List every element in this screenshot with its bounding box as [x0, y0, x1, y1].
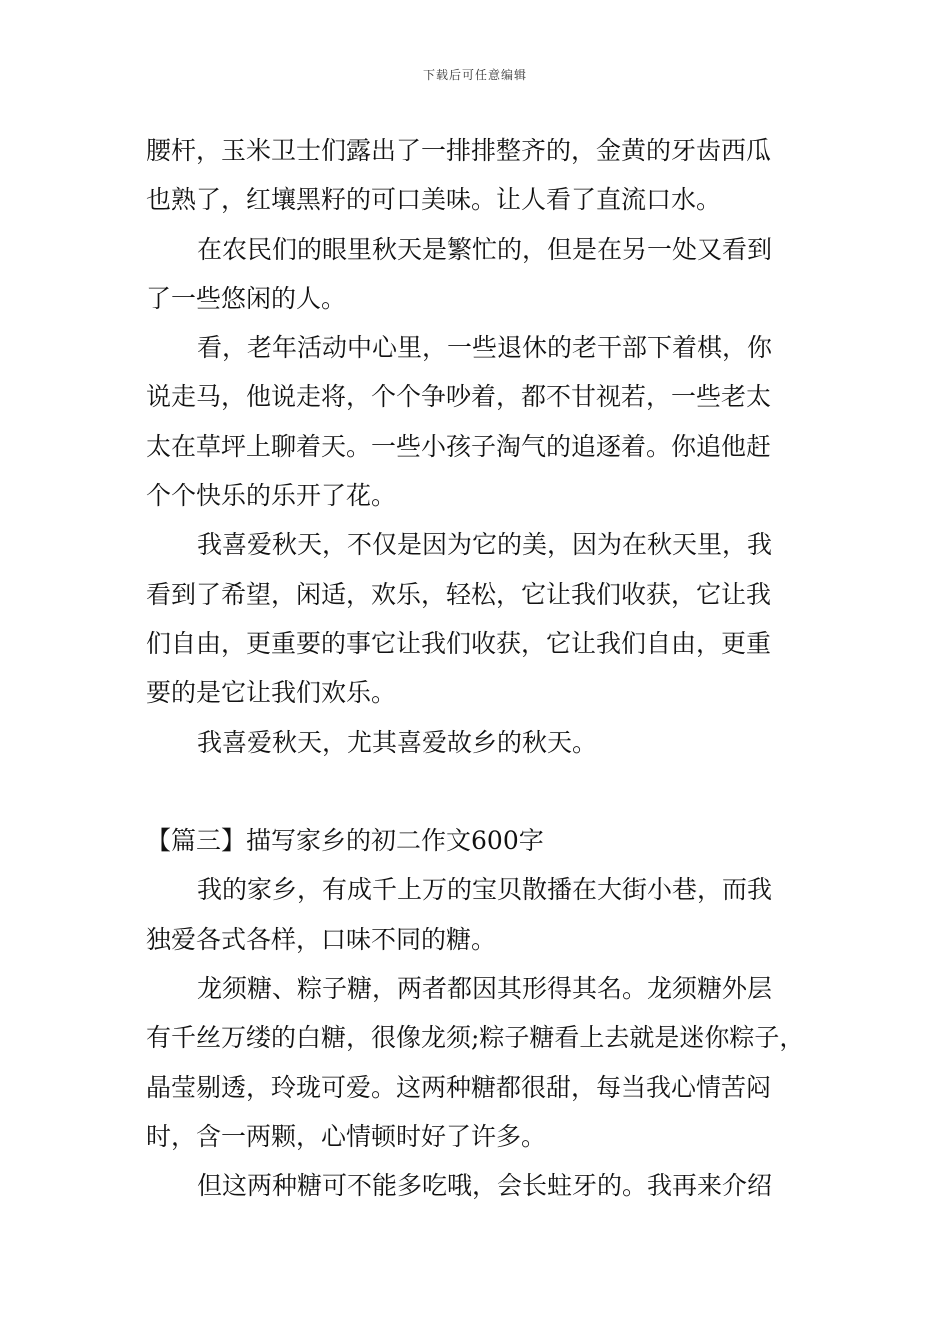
paragraph-line: 龙须糖、粽子糖，两者都因其形得其名。龙须糖外层	[197, 974, 773, 1004]
paragraph-line: 但这两种糖可不能多吃哦，会长蛀牙的。我再来介绍	[197, 1171, 773, 1201]
paragraph-line: 们自由，更重要的事它让我们收获，它让我们自由，更重	[146, 628, 772, 658]
paragraph-line: 也熟了，红壤黑籽的可口美味。让人看了直流口水。	[146, 185, 722, 215]
paragraph-line: 了一些悠闲的人。	[146, 283, 347, 313]
section-title: 【篇三】描写家乡的初二作文600字	[146, 826, 544, 856]
paragraph-line: 太在草坪上聊着天。一些小孩子淘气的追逐着。你追他赶	[146, 431, 772, 461]
section-gap	[146, 767, 808, 816]
paragraph-line: 在农民们的眼里秋天是繁忙的，但是在另一处又看到	[197, 234, 773, 264]
paragraph-line: 看到了希望，闲适，欢乐，轻松，它让我们收获，它让我	[146, 579, 772, 609]
paragraph-line: 看，老年活动中心里，一些退休的老干部下着棋，你	[197, 333, 773, 363]
paragraph-line: 我喜爱秋天，尤其喜爱故乡的秋天。	[197, 727, 598, 757]
document-body	[146, 126, 808, 1211]
paragraph-line: 时，含一两颗，心情顿时好了许多。	[146, 1121, 547, 1151]
header-note: 下载后可任意编辑	[422, 68, 527, 82]
paragraph-line: 说走马，他说走将，个个争吵着，都不甘视若，一些老太	[146, 382, 772, 412]
paragraph-line: 晶莹剔透，玲珑可爱。这两种糖都很甜，每当我心情苦闷	[146, 1072, 772, 1102]
paragraph-line: 要的是它让我们欢乐。	[146, 678, 397, 708]
paragraph-line: 个个快乐的乐开了花。	[146, 481, 397, 511]
paragraph-line: 独爱各式各样，口味不同的糖。	[146, 924, 497, 954]
paragraph-line: 我的家乡，有成千上万的宝贝散播在大街小巷，而我	[197, 875, 773, 905]
paragraph-line: 有千丝万缕的白糖，很像龙须;粽子糖看上去就是迷你粽子，	[146, 1023, 805, 1053]
paragraph-line: 腰杆，玉米卫士们露出了一排排整齐的，金黄的牙齿西瓜	[146, 136, 772, 165]
paragraph-line: 我喜爱秋天，不仅是因为它的美，因为在秋天里，我	[197, 530, 773, 560]
